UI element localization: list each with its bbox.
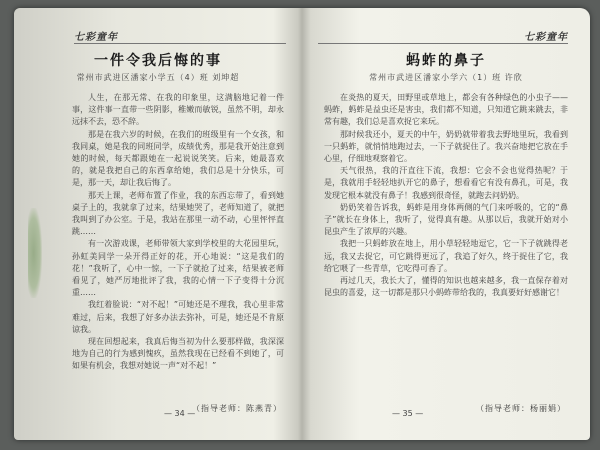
page-number: — 34 — bbox=[164, 409, 196, 418]
header-rule bbox=[318, 43, 568, 44]
paragraph: 我把一只蚂蚱放在地上，用小草轻轻地逗它，它一下子就跳得老远，我又去捉它，可它跳得更远了，我追了好久，终于捉住了它，我给它喂了一些青草，它吃得可香了。 bbox=[324, 239, 568, 273]
paragraph: 在炎热的夏天，田野里或草地上，都会有各种绿色的小虫子——蚂蚱，蚂蚱是益虫还是害虫，我们都不知道，只知道它跳来跳去，非常有趣，我们总是喜欢捉它来玩。 bbox=[324, 93, 568, 127]
article-body bbox=[72, 92, 284, 402]
running-head: 七彩童年 bbox=[524, 32, 568, 43]
paragraph: 天气很热，我的汗直往下流，我想：它会不会也觉得热呢？于是，我就用手轻轻地扒开它的鼻子，想看看它有没有鼻孔，可是，我发现它根本就没有鼻子！我感到很奇怪，就跑去问奶奶。 bbox=[324, 166, 568, 200]
article-title: 蚂蚱的鼻子 bbox=[406, 53, 486, 69]
author-byline: 常州市武进区潘家小学五（4）班 刘坤超 bbox=[76, 73, 240, 82]
paragraph: 有一次游戏课，老师带领大家到学校里的大花园里玩，孙虹美同学一朵开得正好的花，开心地说：“这是我们的花！”我听了，心中一惊，一下子就抢了过来，结果被老师看见了，她严厉地批评了我，我的心情一下子变得十分沉重…… bbox=[72, 239, 284, 298]
article-body bbox=[324, 92, 568, 402]
paragraph: 那天上课，老师布置了作业，我的东西忘带了，看到她桌子上的，我就拿了过来，结果她哭了，老师知道了，就把我叫到了办公室。于是，我站在那里一动不动，心里怦怦直跳…… bbox=[72, 190, 284, 237]
paragraph: 人生，在那无常、在我的印象里，这满脑地记着一件事，这件事一直带一些阴影，稚嫩而敏锐，虽然不明，却永远抹不去，恐不辞。 bbox=[72, 93, 284, 127]
page-number: — 35 — bbox=[392, 409, 424, 418]
paragraph: 再过几天，我长大了，懂得的知识也越来越多，我一直保存着对昆虫的喜爱，这一切都是那只小蚂蚱带给我的，我真要好好感谢它！ bbox=[324, 276, 568, 298]
open-book bbox=[14, 8, 590, 440]
paragraph: 那时候我还小，夏天的中午，奶奶就带着我去野地里玩，我看到一只蚂蚱，就悄悄地跑过去，一下子就捉住了。我兴奋地把它放在手心里，仔细地观察着它。 bbox=[324, 129, 568, 164]
teacher-credit: （指导老师：杨丽娟） bbox=[476, 404, 566, 413]
article-title: 一件令我后悔的事 bbox=[94, 53, 222, 69]
author-byline: 常州市武进区潘家小学六（1）班 许欣 bbox=[369, 73, 523, 82]
left-page bbox=[14, 8, 302, 440]
paragraph: 现在回想起来，我真后悔当初为什么要那样做，我深深地为自己的行为感到愧疚，虽然我现在已经看不到她了，可如果有机会，我想对她说一声“对不起！” bbox=[72, 337, 284, 371]
paragraph: 我红着脸说：“对不起！”可她还是不理我，我心里非常难过，后来，我想了好多办法去弥补，可是，她还是不肯原谅我。 bbox=[72, 300, 284, 334]
header-rule bbox=[74, 43, 286, 44]
teacher-credit: （指导老师：陈燕青） bbox=[192, 404, 282, 413]
running-head: 七彩童年 bbox=[74, 32, 118, 43]
paragraph: 奶奶笑着告诉我，蚂蚱是用身体两侧的气门来呼吸的，它的“鼻子”就长在身体上，我听了，觉得真有趣。从那以后，我就开始对小昆虫产生了浓厚的兴趣。 bbox=[324, 202, 568, 237]
right-page bbox=[302, 8, 590, 440]
paragraph: 那是在我六岁的时候，在我们的班级里有一个女孩，和我同桌，她是我的同班同学，成绩优秀，那是我开始注意到她的时候，每天都跟她在一起说说笑笑。后来，她最喜欢的，就是我把自己的东西拿给她，我们总是十分快乐，可是，那一天，却让我后悔了。 bbox=[72, 129, 284, 188]
